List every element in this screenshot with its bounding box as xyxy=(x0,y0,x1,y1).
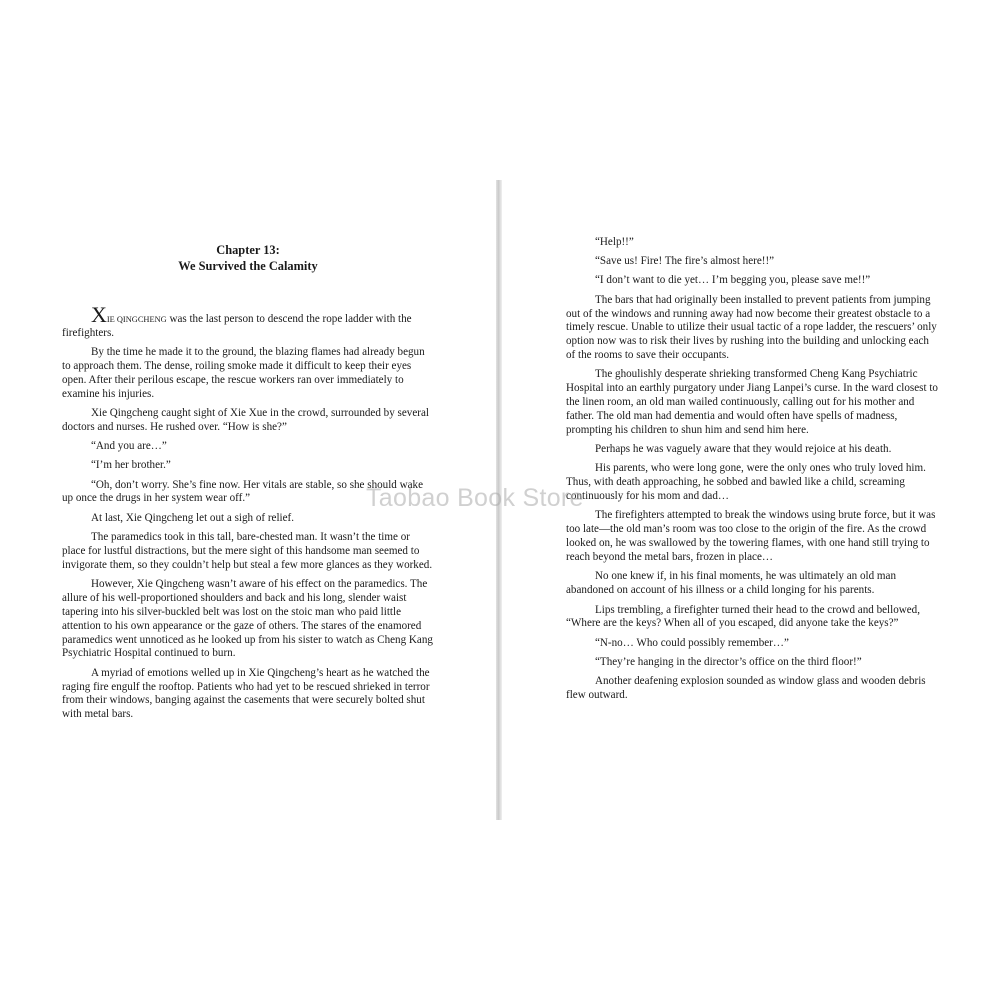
right-page xyxy=(566,236,940,708)
paragraph: Lips trembling, a firefighter turned their head to the crowd and bellowed, “Where are the keys? When all of you escaped, did anyone take the keys?” xyxy=(566,603,921,630)
paragraph: “I’m her brother.” xyxy=(91,459,171,472)
watermark: Taobao Book Store xyxy=(366,484,584,512)
paragraph: The ghoulishly desperate shrieking transformed Cheng Kang Psychiatric Hospital into an earthly purgatory under Jiang Lanpei’s curse. In the ward closest to the linen room, an old man wailed continuously, calling out for his mother and father. The old man had dementia and would often have spells of madness, prompting his children to shun him and send him here. xyxy=(566,368,938,437)
paragraph: The firefighters attempted to break the windows using brute force, but it was too late—the old man’s room was too close to the origin of the fire. As the crowd looked on, he was swallowed by the towering flames, with one hand still trying to reach beyond the metal bars, frozen in place… xyxy=(566,509,936,564)
opening-paragraph xyxy=(62,302,434,341)
paragraph: The bars that had originally been installed to prevent patients from jumping out of the windows and running away had now become their greatest obstacle to a timely rescue. Unable to utilize their usual tactic of a rope ladder, the rescuers’ only option now was to risk their lives by rushing into the building and unlocking each of the rooms to save their occupants. xyxy=(566,293,937,362)
chapter-number: Chapter 13: xyxy=(216,243,280,257)
paragraph: “Help!!” xyxy=(595,236,634,248)
small-caps-name: IE QINGCHENG xyxy=(106,315,167,324)
paragraph: However, Xie Qingcheng wasn’t aware of his effect on the paramedics. The allure of his well-proportioned shoulders and back and his long, slender waist tapering into his silver-buckled belt was lost on the stoic man who paid little attention to his own appearance or the gaze of others. The stares of the enamored paramedics went unnoticed as he looked up from his sister to watch as Cheng Kang Psychiatric Hospital continued to burn. xyxy=(62,577,433,660)
paragraph: “Oh, don’t worry. She’s fine now. Her vitals are stable, so she should wake up once the drugs in her system wear off.” xyxy=(62,478,424,505)
paragraph: “They’re hanging in the director’s office on the third floor!” xyxy=(595,655,862,668)
paragraph: “I don’t want to die yet… I’m begging you, please save me!!” xyxy=(595,274,871,287)
chapter-title: We Survived the Calamity xyxy=(178,259,318,273)
chapter-heading xyxy=(62,242,434,274)
paragraph: His parents, who were long gone, were the only ones who truly loved him. Thus, with death approaching, he sobbed and bawled like a child, screaming continuously for his mom and dad… xyxy=(566,462,926,503)
paragraph: No one knew if, in his final moments, he was ultimately an old man abandoned on account of his illness or a child longing for his parents. xyxy=(566,570,897,597)
paragraph: Perhaps he was vaguely aware that they would rejoice at his death. xyxy=(595,443,892,456)
paragraph: The paramedics took in this tall, bare-chested man. It wasn’t the time or place for lustful distractions, but the mere sight of this handsome man seemed to invigorate them, so they couldn’t help but steal a few more glances as they worked. xyxy=(62,530,433,571)
paragraph: By the time he made it to the ground, the blazing flames had already begun to approach them. The dense, roiling smoke made it difficult to keep their eyes open. After their perilous escape, the rescue workers ran over immediately to examine his injuries. xyxy=(62,346,425,400)
paragraph: A myriad of emotions welled up in Xie Qingcheng’s heart as he watched the raging fire engulf the rooftop. Patients who had yet to be rescued shrieked in terror from their windows, banging against the casements that were securely bolted shut with metal bars. xyxy=(62,666,430,721)
paragraph: At last, Xie Qingcheng let out a sigh of relief. xyxy=(91,511,295,524)
paragraph: Xie Qingcheng caught sight of Xie Xue in the crowd, surrounded by several doctors and nurses. He rushed over. “How is she?” xyxy=(62,407,429,433)
drop-cap: X xyxy=(91,302,107,327)
paragraph: “Save us! Fire! The fire’s almost here!!” xyxy=(595,255,775,268)
paragraph: “N-no… Who could possibly remember…” xyxy=(595,636,789,649)
paragraph: “And you are…” xyxy=(91,440,167,453)
opening-paragraph-text: was the last person to descend the rope ladder with the firefighters. xyxy=(62,313,412,339)
paragraph: Another deafening explosion sounded as window glass and wooden debris flew outward. xyxy=(566,675,926,701)
